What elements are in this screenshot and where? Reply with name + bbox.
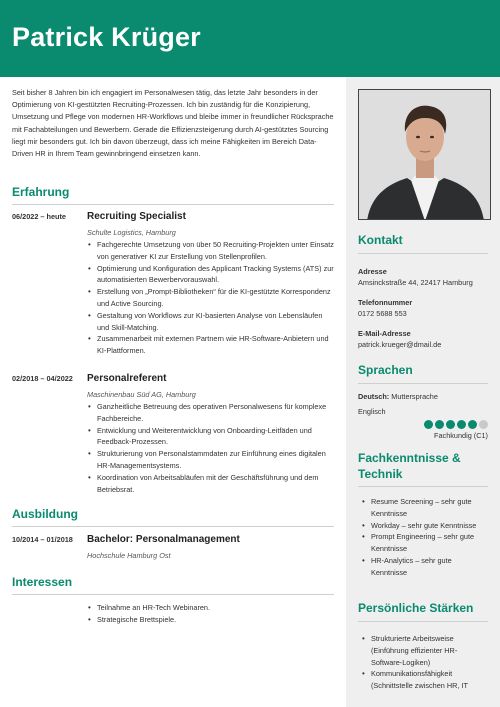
interests-title: Interessen: [12, 575, 73, 589]
experience-title: Erfahrung: [12, 185, 70, 199]
job-body: [87, 211, 334, 357]
job-body: [87, 373, 334, 495]
job-title: Recruiting Specialist: [87, 211, 186, 222]
profile-summary-section: [12, 87, 334, 160]
languages-section: [358, 363, 488, 442]
list-item: • Optimierung und Konfiguration des Applicant Tracking Systems (ATS) zur automatisierten Bewerbervorauswahl.: [87, 263, 334, 287]
skills-title: Fachkenntnisse & Technik: [358, 451, 461, 481]
person-name: Patrick Krüger: [12, 22, 201, 52]
address-label: Adresse: [358, 267, 387, 276]
list-item: • Entwicklung und Weiterentwicklung von Onboarding-Leitfäden und Feedback-Prozessen.: [87, 425, 334, 449]
language-native: [358, 391, 488, 403]
language-native-value: Muttersprache: [391, 392, 438, 401]
strengths-section: [358, 601, 488, 692]
rating-dot: [468, 420, 477, 429]
section-divider: [12, 526, 334, 527]
list-item: • Strategische Brettspiele.: [87, 614, 334, 626]
skills-section: [358, 450, 488, 579]
section-divider: [358, 253, 488, 254]
section-divider: [358, 621, 488, 622]
job-date: 02/2018 – 04/2022: [12, 374, 73, 383]
section-divider: [358, 486, 488, 487]
skills-list: [358, 496, 488, 579]
portrait-illustration: [359, 90, 491, 220]
education-body: [87, 534, 334, 561]
profile-photo: [358, 89, 491, 220]
rating-dot: [424, 420, 433, 429]
language-level: Fachkundig (C1): [434, 431, 488, 440]
job-company: Schulte Logistics, Hamburg: [87, 228, 176, 237]
degree-subject: : Personalmanagement: [129, 534, 240, 545]
phone-label: Telefonnummer: [358, 298, 413, 307]
sidebar: [346, 77, 500, 707]
header-banner: [0, 0, 500, 77]
list-item: • Zusammenarbeit mit externen Partnern wie HR-Software-Anbietern und KI-Plattformen.: [87, 333, 334, 357]
strengths-list: [358, 633, 488, 692]
job-company: Maschinenbau Süd AG, Hamburg: [87, 390, 196, 399]
education-heading: [12, 507, 334, 527]
profile-summary: Seit bisher 8 Jahren bin ich engagiert im Personalwesen tätig, das letzte Jahr besonders in der Optimierung von KI-gestützten Recruiting-Prozessen. Ich bin zuständig für die Konzipierung, Umsetzung und Pflege von modernen HR-Workflows und bleibe immer in freundlicher Rücksprache mit Fachabteilungen und Bewerbern. Gerade die Effizienzsteigerung durch AI-gestütztes Sourcing liegt mir besonders gut. Ich bin davon überzeugt, dass ich meine Fähigkeiten im Bereich Data-Driven HR in Ihrem Team gewinnbringend einsetzen kann.: [12, 88, 334, 159]
school-name: Hochschule Hamburg Ost: [87, 551, 171, 560]
degree-title: [87, 534, 334, 546]
email-value: patrick.krueger@dmail.de: [358, 340, 442, 349]
strengths-title: Persönliche Stärken: [358, 601, 474, 615]
list-item: • Resume Screening – sehr gute Kenntnisse: [358, 496, 488, 520]
job-bullets: [87, 401, 334, 495]
section-divider: [12, 594, 334, 595]
experience-heading: [12, 185, 334, 205]
email-label: E-Mail-Adresse: [358, 329, 411, 338]
list-item: • Ganzheitliche Betreuung des operativen Personalwesens für komplexe Fachbereiche.: [87, 401, 334, 425]
list-item: • Erstellung von „Prompt-Bibliotheken“ für die KI-gestützte Korrespondenz und Active Sourcing.: [87, 286, 334, 310]
list-item: • Fachgerechte Umsetzung von über 50 Recruiting-Projekten unter Einsatz von generativer KI zur Erstellung von Stellenprofilen.: [87, 239, 334, 263]
job-bullets: [87, 239, 334, 357]
job-date: 06/2022 – heute: [12, 212, 66, 221]
language-name: Englisch: [358, 407, 386, 416]
job-title: Personalreferent: [87, 373, 167, 384]
list-item: • Workday – sehr gute Kenntnisse: [358, 520, 488, 532]
rating-dot: [479, 420, 488, 429]
interests-body: [87, 602, 334, 626]
list-item: • Strukturierung von Personalstammdaten zur Einführung eines digitalen HR-Managementsystems.: [87, 448, 334, 472]
interests-list: [87, 602, 334, 626]
list-item: • Koordination von Arbeitsabläufen mit der Geschäftsführung und dem Betriebsrat.: [87, 472, 334, 496]
degree-type: Bachelor: [87, 534, 130, 545]
list-item: • Kommunikationsfähigkeit (Schnittstelle zwischen HR, IT: [358, 668, 488, 692]
section-divider: [12, 204, 334, 205]
rating-dot: [457, 420, 466, 429]
phone-value: 0172 5688 553: [358, 309, 407, 318]
list-item: • Gestaltung von Workflows zur KI-basierten Analyse von Lebensläufen und Skill-Matching.: [87, 310, 334, 334]
list-item: • Teilnahme an HR-Tech Webinaren.: [87, 602, 334, 614]
language-rating: [358, 420, 488, 429]
languages-title: Sprachen: [358, 363, 413, 377]
interests-heading: [12, 575, 334, 595]
list-item: • HR-Analytics – sehr gute Kenntnisse: [358, 555, 488, 579]
address-value: Amsinckstraße 44, 22417 Hamburg: [358, 278, 473, 287]
rating-dot: [435, 420, 444, 429]
list-item: • Strukturierte Arbeitsweise (Einführung effizienter HR-Software-Logiken): [358, 633, 488, 668]
list-item: • Prompt Engineering – sehr gute Kenntnisse: [358, 531, 488, 555]
language-native-label: Deutsch:: [358, 392, 390, 401]
contact-section: [358, 233, 488, 351]
education-date: 10/2014 – 01/2018: [12, 535, 73, 544]
rating-dot: [446, 420, 455, 429]
education-title: Ausbildung: [12, 507, 78, 521]
contact-title: Kontakt: [358, 233, 403, 247]
section-divider: [358, 383, 488, 384]
